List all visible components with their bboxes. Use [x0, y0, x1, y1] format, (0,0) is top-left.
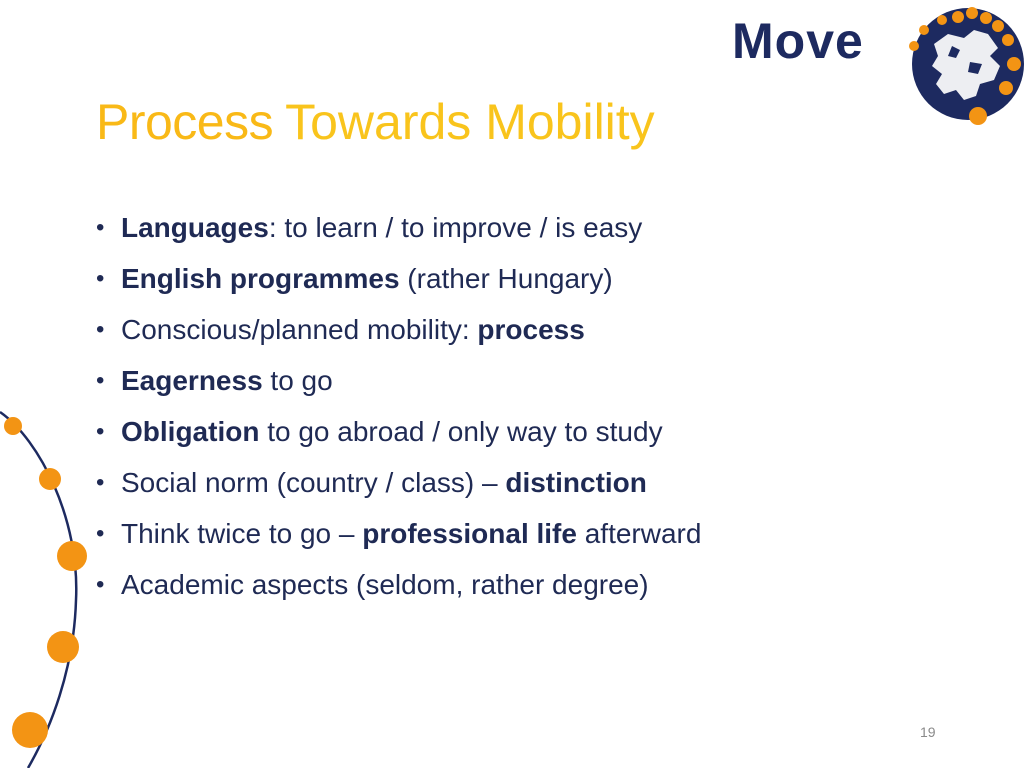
- bullet-dot-icon: •: [96, 265, 105, 292]
- bullet-item: [96, 512, 701, 563]
- bullet-dot-icon: •: [96, 571, 105, 598]
- bullet-dot-icon: •: [96, 418, 105, 445]
- bullet-bold: Obligation: [121, 416, 260, 447]
- title-word-process: Process: [96, 94, 274, 150]
- decorative-arc-icon: [0, 400, 110, 768]
- bullet-item: [96, 410, 701, 461]
- bullet-bold: distinction: [505, 467, 647, 498]
- title-rest: Towards Mobility: [285, 94, 655, 150]
- bullet-item: [96, 257, 701, 308]
- bullet-item: [96, 563, 701, 614]
- bullet-bold: English programmes: [121, 263, 400, 294]
- bullet-list: [96, 206, 701, 614]
- logo-globe-icon: [728, 4, 1024, 132]
- bullet-item: [96, 461, 701, 512]
- bullet-item: [96, 308, 701, 359]
- bullet-dot-icon: •: [96, 469, 105, 496]
- bullet-bold: Languages: [121, 212, 269, 243]
- bullet-dot-icon: •: [96, 520, 105, 547]
- bullet-dot-icon: •: [96, 367, 105, 394]
- slide-title: [96, 92, 655, 152]
- bullet-bold: process: [477, 314, 585, 345]
- bullet-text: Academic aspects (seldom, rather degree): [121, 569, 649, 600]
- logo-text: Move: [732, 13, 864, 69]
- bullet-item: [96, 206, 701, 257]
- bullet-text: Social norm (country / class) –: [121, 467, 506, 498]
- bullet-item: [96, 359, 701, 410]
- bullet-bold: professional life: [362, 518, 577, 549]
- bullet-text: : to learn / to improve / is easy: [268, 212, 643, 243]
- bullet-text: Think twice to go –: [121, 518, 363, 549]
- bullet-text: to go abroad / only way to study: [259, 416, 663, 447]
- bullet-bold: Eagerness: [121, 365, 263, 396]
- bullet-text: afterward: [576, 518, 702, 549]
- bullet-dot-icon: •: [96, 214, 105, 241]
- bullet-text: to go: [262, 365, 333, 396]
- bullet-text: (rather Hungary): [399, 263, 613, 294]
- bullet-text: Conscious/planned mobility:: [121, 314, 478, 345]
- bullet-dot-icon: •: [96, 316, 105, 343]
- page-number: 19: [920, 724, 936, 740]
